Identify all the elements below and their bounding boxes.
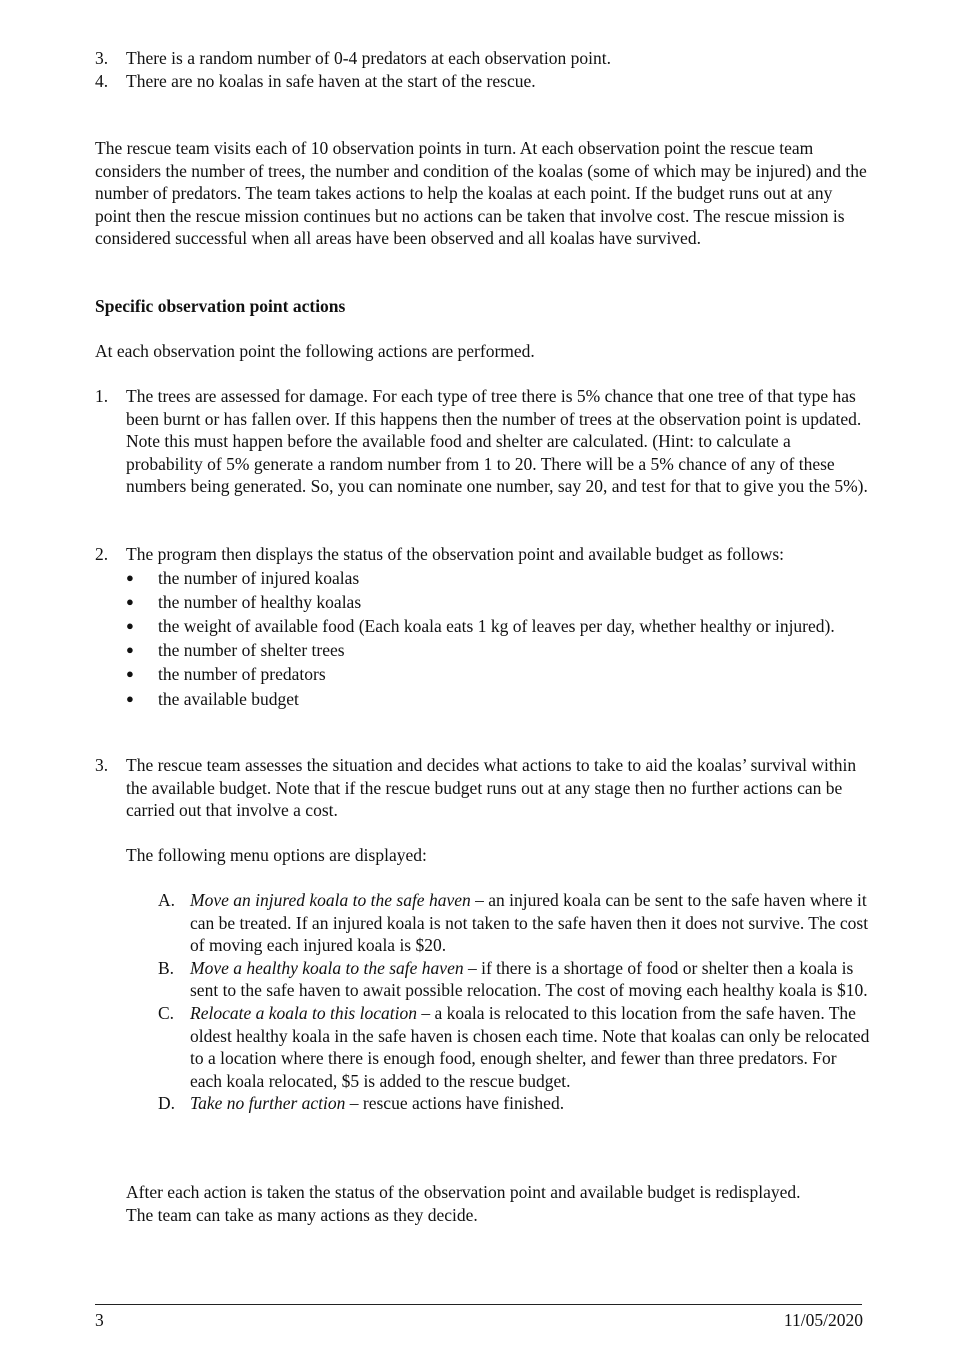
list-number: 3. bbox=[95, 48, 109, 68]
step-number: 1. bbox=[95, 386, 109, 406]
bullet-item: ● the number of shelter trees bbox=[126, 639, 870, 662]
step-number: 3. bbox=[95, 755, 109, 775]
footer-divider bbox=[95, 1304, 862, 1305]
list-text: There are no koalas in safe haven at the start of the rescue. bbox=[126, 70, 536, 91]
menu-desc: – an injured koala can be sent to the safe haven where it can be treated. If an injured koala is not taken to the safe haven then it does not survive. The cost of moving each injured koala is $20. bbox=[190, 890, 869, 956]
step-number: 2. bbox=[95, 544, 109, 564]
list-number: 4. bbox=[95, 70, 109, 91]
bullet-item: ● the weight of available food (Each koala eats 1 kg of leaves per day, whether healthy or injured). bbox=[126, 615, 870, 638]
menu-letter: D. bbox=[158, 1093, 176, 1114]
menu-title: Take no further action bbox=[190, 1093, 346, 1114]
step-3 bbox=[95, 754, 870, 822]
menu-title: Move a healthy koala to the safe haven bbox=[190, 957, 464, 978]
page-number: 3 bbox=[95, 1310, 104, 1330]
bullet-item: ● the available budget bbox=[126, 688, 870, 711]
menu-title: Move an injured koala to the safe haven bbox=[190, 890, 471, 910]
footer-date: 11/05/2020 bbox=[783, 1310, 863, 1330]
closing-paragraph: After each action is taken the status of the observation point and available budget is redisplayed. The team can take as many actions as they decide. bbox=[126, 1182, 801, 1225]
menu-desc: – a koala is relocated to this location from the safe haven. The oldest healthy koala in the safe haven is chosen each time. Note that koalas can only be relocated to a location where there is enough food, enough shelter, and fewer than three predators. For each koala relocated, $5 is added to the rescue budget. bbox=[190, 1002, 870, 1091]
menu-title: Relocate a koala to this location bbox=[190, 1002, 417, 1023]
intro-paragraph: The rescue team visits each of 10 observation points in turn. At each observation point the rescue team considers the number of trees, the number and condition of the koalas (some of which may be injured) and the number of predators. The team takes actions to help the koalas at each point. If the budget runs out at any point then the rescue mission continues but no actions can be taken that involve cost. The rescue mission is considered successful when all areas have been observed and all koalas have survived. bbox=[95, 138, 867, 249]
bullet-item: ● the number of predators bbox=[126, 663, 870, 686]
menu-options bbox=[158, 889, 870, 1115]
step-text: The trees are assessed for damage. For each type of tree there is 5% chance that one tree of that type has been burnt or has fallen over. If this happens then the number of trees at the observation point is updated. Note this must happen before the available food and shelter are calculated. (Hint: to calculate a probability of 5% generate a random number from 1 to 20. There will be a 5% chance of any of these numbers being generated. So, you can nominate one number, say 20, and test for that to give you the 5%). bbox=[126, 386, 868, 497]
section-heading: Specific observation point actions bbox=[95, 296, 346, 316]
bullet-item: ● the number of injured koalas bbox=[126, 567, 870, 590]
status-bullet-list bbox=[126, 567, 870, 710]
top-numbered-list bbox=[95, 47, 870, 92]
step-text: The rescue team assesses the situation and decides what actions to take to aid the koalas’ survival within the available budget. Note that if the rescue budget runs out at any stage then no further actions can be carried out that involve a cost. bbox=[126, 755, 857, 821]
menu-letter: C. bbox=[158, 1002, 175, 1023]
menu-desc: – rescue actions have finished. bbox=[345, 1093, 565, 1114]
menu-option-b bbox=[158, 957, 870, 1002]
list-text: There is a random number of 0-4 predators at each observation point. bbox=[126, 48, 611, 68]
menu-desc: – if there is a shortage of food or shelter then a koala is sent to the safe haven to await possible relocation. The cost of moving each healthy koala is $10. bbox=[190, 957, 868, 1001]
menu-letter: B. bbox=[158, 957, 175, 978]
menu-option-c bbox=[158, 1002, 870, 1092]
menu-option-d bbox=[158, 1092, 870, 1115]
intro-paragraph-block bbox=[95, 137, 870, 250]
menu-option-a bbox=[158, 889, 870, 957]
menu-intro: The following menu options are displayed: bbox=[126, 845, 427, 865]
step-1 bbox=[95, 385, 870, 498]
list-item bbox=[95, 70, 870, 93]
section-intro: At each observation point the following actions are performed. bbox=[95, 341, 535, 361]
menu-letter: A. bbox=[158, 890, 176, 910]
step-2 bbox=[95, 543, 870, 710]
bullet-item: ● the number of healthy koalas bbox=[126, 591, 870, 614]
step-text: The program then displays the status of the observation point and available budget as follows: bbox=[126, 544, 785, 564]
list-item bbox=[95, 47, 870, 70]
